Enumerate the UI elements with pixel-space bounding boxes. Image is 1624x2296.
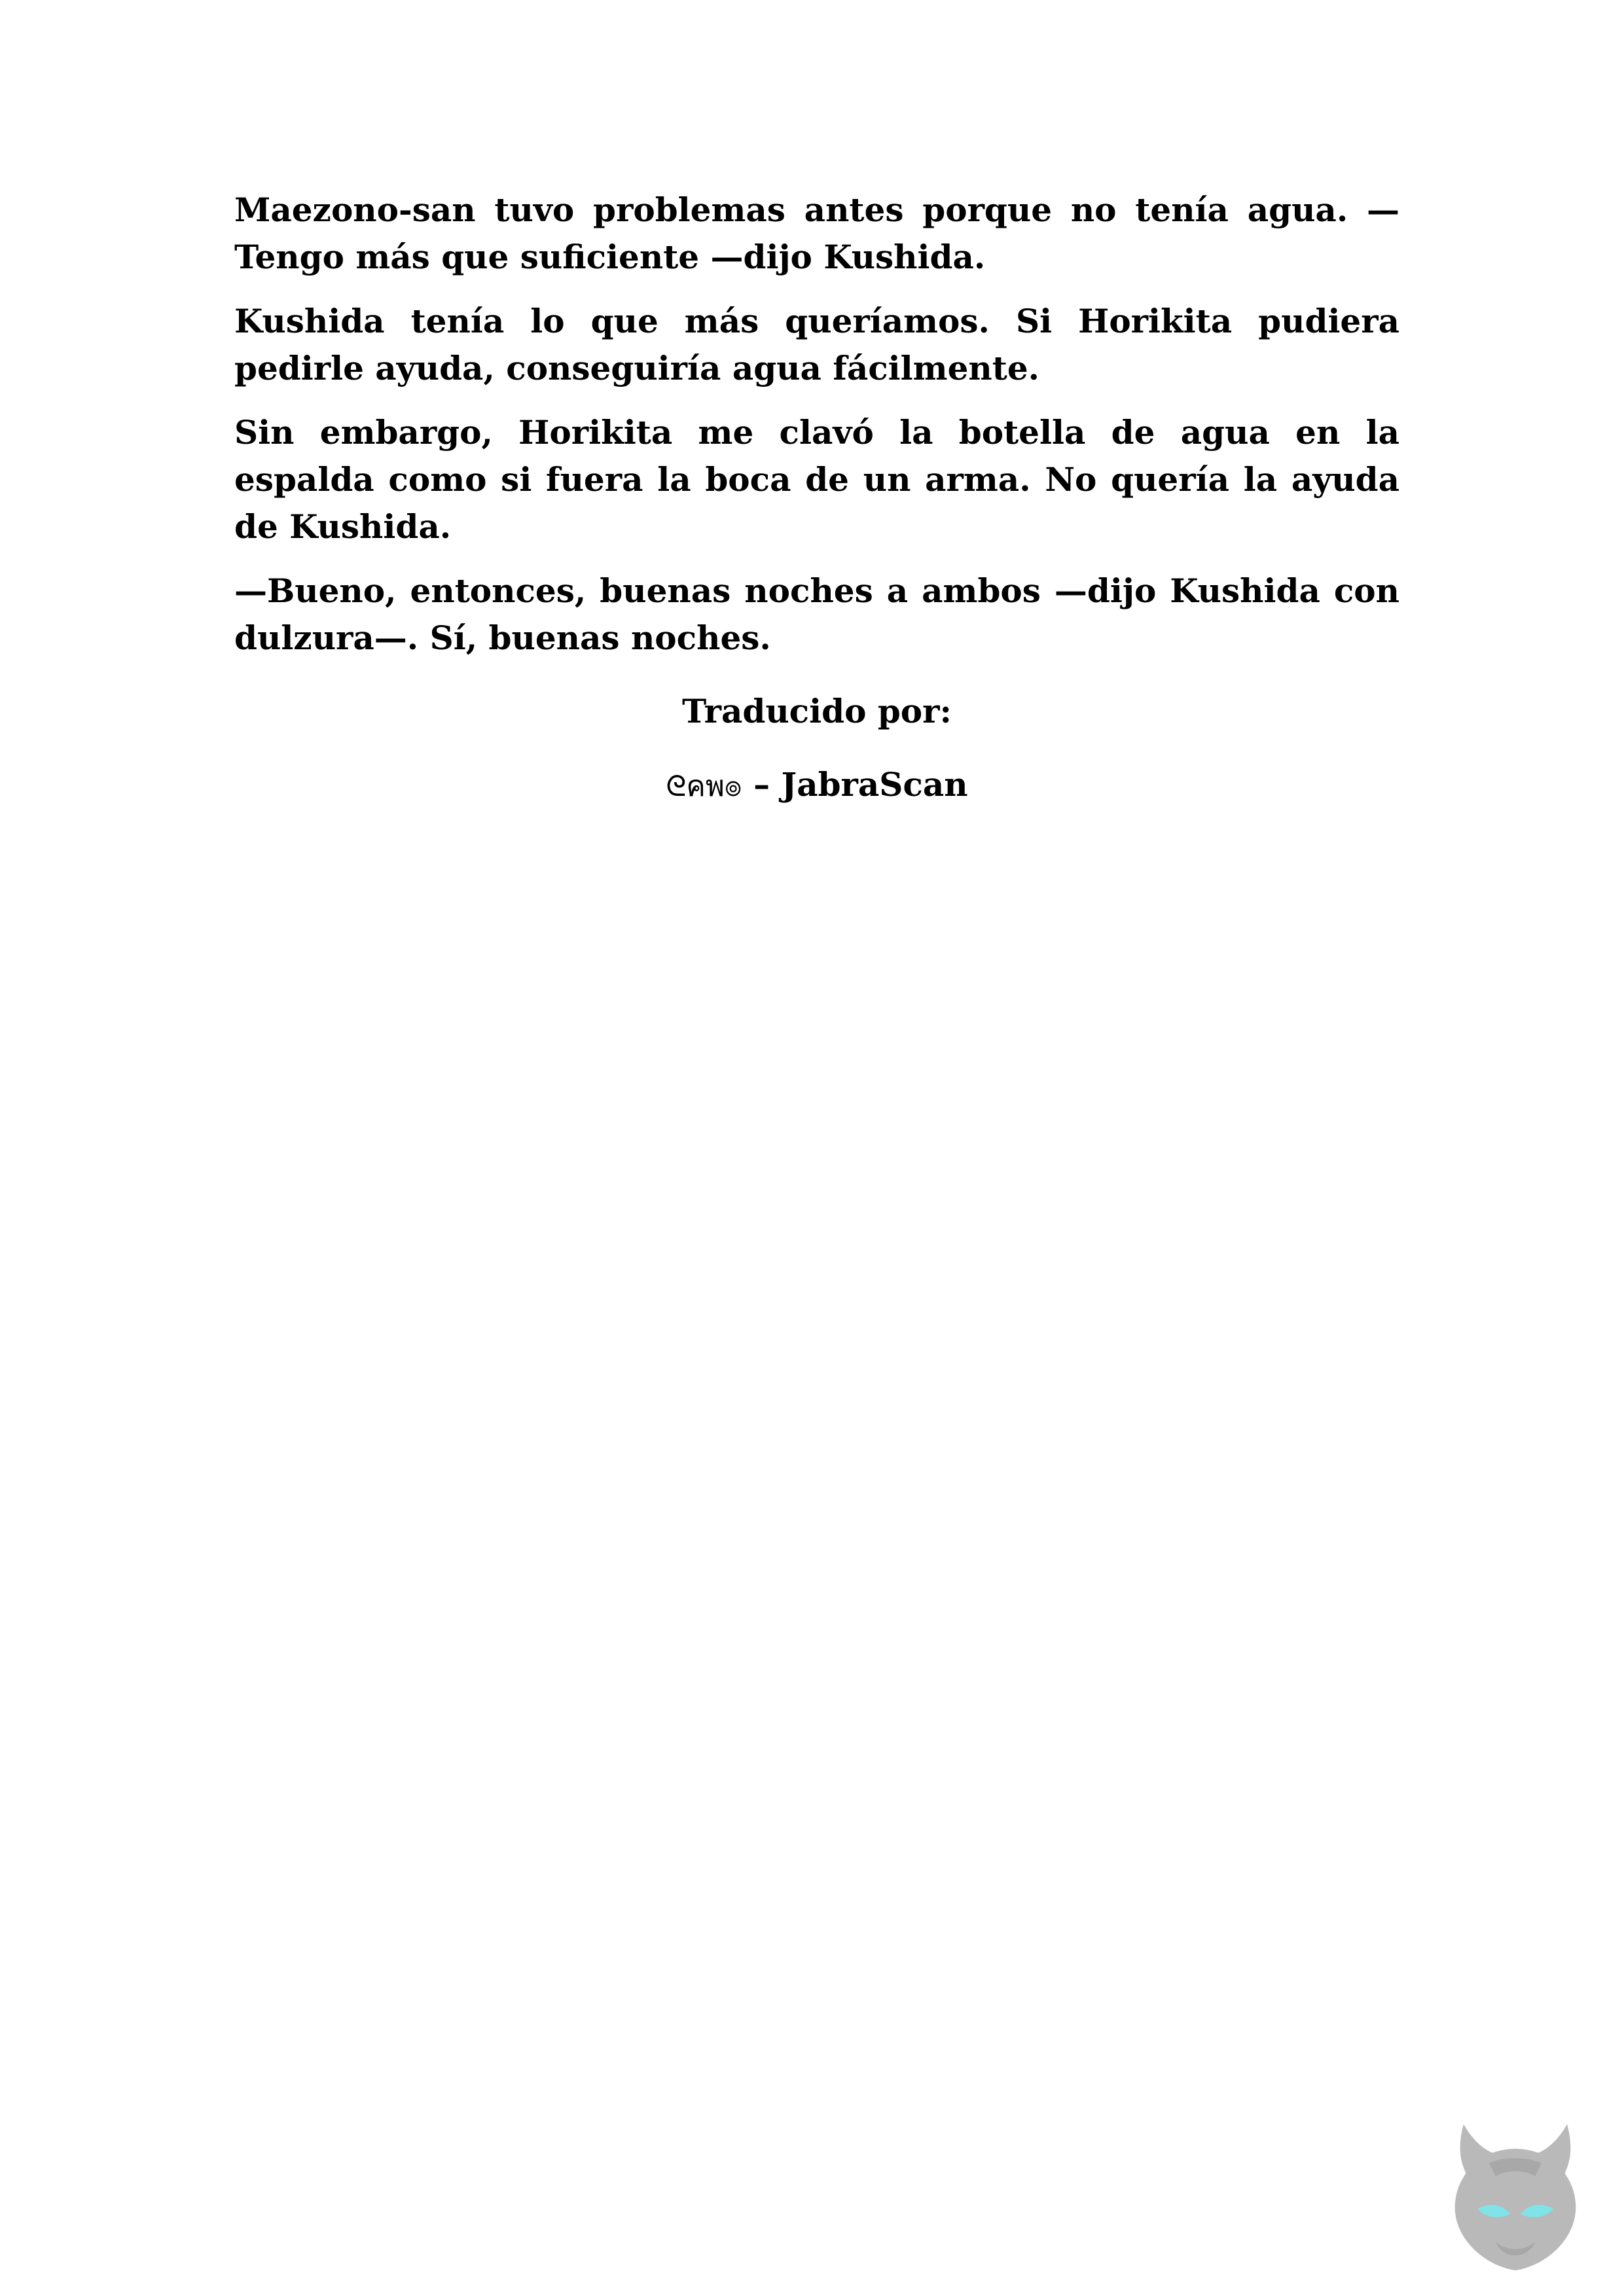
demon-head-logo-icon bbox=[1437, 2104, 1594, 2278]
body-text bbox=[234, 187, 1399, 810]
paragraph: Kushida tenía lo que más queríamos. Si Horikita pudiera pedirle ayuda, conseguiría agua fácilmente. bbox=[234, 302, 1399, 387]
paragraph: Maezono-san tuvo problemas antes porque no tenía agua. —Tengo más que suficiente —dijo Kushida. bbox=[234, 190, 1399, 276]
group-name: JabraScan bbox=[781, 765, 968, 804]
paragraph: —Bueno, entonces, buenas noches a ambos —dijo Kushida con dulzura—. Sí, buenas noches. bbox=[234, 571, 1399, 657]
credits-line bbox=[234, 761, 1399, 810]
paragraph: Sin embargo, Horikita me clavó la botella de agua en la espalda como si fuera la boca de un arma. No quería la ayuda de Kushida. bbox=[234, 413, 1399, 546]
translator-name: ᘓคพ๏ bbox=[666, 770, 742, 803]
credits-separator: – bbox=[753, 765, 770, 804]
credits-heading: Traducido por: bbox=[682, 692, 952, 730]
